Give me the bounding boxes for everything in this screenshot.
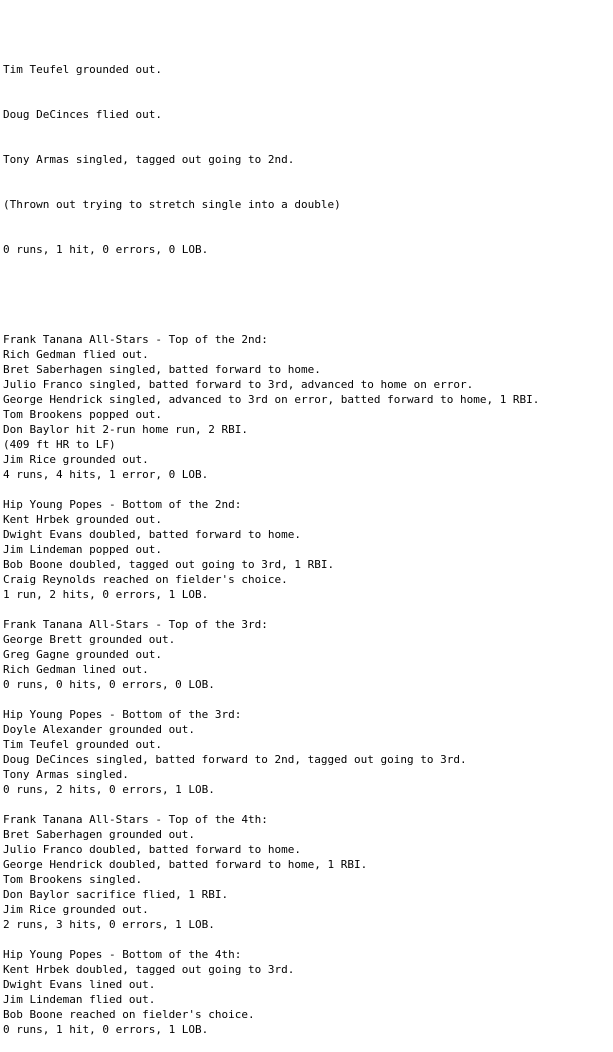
play-line: Doug DeCinces singled, batted forward to 2nd, tagged out going to 3rd. (3, 753, 467, 766)
inning-header: Hip Young Popes - Bottom of the 4th: (3, 948, 242, 961)
inning-summary: 0 runs, 1 hit, 0 errors, 0 LOB. (3, 243, 209, 256)
play-line: Kent Hrbek doubled, tagged out going to 3rd. (3, 963, 295, 976)
play-line: Dwight Evans lined out. (3, 978, 156, 991)
play-line: Julio Franco doubled, batted forward to home. (3, 843, 302, 856)
play-line: George Hendrick doubled, batted forward to home, 1 RBI. (3, 858, 368, 871)
play-line: Jim Rice grounded out. (3, 903, 149, 916)
inning-block (3, 707, 609, 797)
play-line: Dwight Evans doubled, batted forward to home. (3, 528, 302, 541)
play-line: Don Baylor sacrifice flied, 1 RBI. (3, 888, 229, 901)
blank-line (3, 797, 609, 812)
inning-summary: 0 runs, 0 hits, 0 errors, 0 LOB. (3, 678, 215, 691)
inning-header: Hip Young Popes - Bottom of the 3rd: (3, 708, 242, 721)
play-line: Bob Boone reached on fielder's choice. (3, 1008, 255, 1021)
log-line: (Thrown out trying to stretch single into a double) (3, 198, 341, 211)
lead-block (3, 32, 609, 287)
inning-summary: 0 runs, 2 hits, 0 errors, 1 LOB. (3, 783, 215, 796)
inning-header: Frank Tanana All-Stars - Top of the 4th: (3, 813, 268, 826)
play-line: Bob Boone doubled, tagged out going to 3rd, 1 RBI. (3, 558, 335, 571)
play-line: Jim Rice grounded out. (3, 453, 149, 466)
blank-line (3, 317, 609, 332)
inning-header: Frank Tanana All-Stars - Top of the 2nd: (3, 333, 268, 346)
play-line: Tim Teufel grounded out. (3, 738, 162, 751)
blank-line (3, 692, 609, 707)
play-line: Doyle Alexander grounded out. (3, 723, 196, 736)
play-line: George Hendrick singled, advanced to 3rd on error, batted forward to home, 1 RBI. (3, 393, 540, 406)
inning-block (3, 497, 609, 602)
play-line: Bret Saberhagen singled, batted forward to home. (3, 363, 321, 376)
inning-block (3, 812, 609, 932)
inning-summary: 0 runs, 1 hit, 0 errors, 1 LOB. (3, 1023, 209, 1036)
play-line: Bret Saberhagen grounded out. (3, 828, 196, 841)
play-line: Julio Franco singled, batted forward to 3rd, advanced to home on error. (3, 378, 474, 391)
play-line: Rich Gedman lined out. (3, 663, 149, 676)
play-by-play-log (3, 2, 609, 1052)
play-line: (409 ft HR to LF) (3, 438, 116, 451)
play-line: George Brett grounded out. (3, 633, 176, 646)
play-line: Jim Lindeman popped out. (3, 543, 162, 556)
play-line: Craig Reynolds reached on fielder's choice. (3, 573, 288, 586)
play-line: Jim Lindeman flied out. (3, 993, 156, 1006)
inning-summary: 2 runs, 3 hits, 0 errors, 1 LOB. (3, 918, 215, 931)
play-line: Kent Hrbek grounded out. (3, 513, 162, 526)
inning-block (3, 947, 609, 1037)
inning-block (3, 617, 609, 692)
blank-line (3, 602, 609, 617)
play-line: Tom Brookens popped out. (3, 408, 162, 421)
inning-header: Frank Tanana All-Stars - Top of the 3rd: (3, 618, 268, 631)
log-line: Tim Teufel grounded out. (3, 63, 162, 76)
log-line: Tony Armas singled, tagged out going to 2nd. (3, 153, 295, 166)
play-line: Greg Gagne grounded out. (3, 648, 162, 661)
blank-line (3, 482, 609, 497)
log-line: Doug DeCinces flied out. (3, 108, 162, 121)
innings-list (3, 317, 609, 1037)
inning-block (3, 332, 609, 482)
play-line: Tony Armas singled. (3, 768, 129, 781)
blank-line (3, 932, 609, 947)
inning-header: Hip Young Popes - Bottom of the 2nd: (3, 498, 242, 511)
play-line: Tom Brookens singled. (3, 873, 143, 886)
inning-summary: 1 run, 2 hits, 0 errors, 1 LOB. (3, 588, 209, 601)
play-line: Rich Gedman flied out. (3, 348, 149, 361)
inning-summary: 4 runs, 4 hits, 1 error, 0 LOB. (3, 468, 209, 481)
play-line: Don Baylor hit 2-run home run, 2 RBI. (3, 423, 249, 436)
